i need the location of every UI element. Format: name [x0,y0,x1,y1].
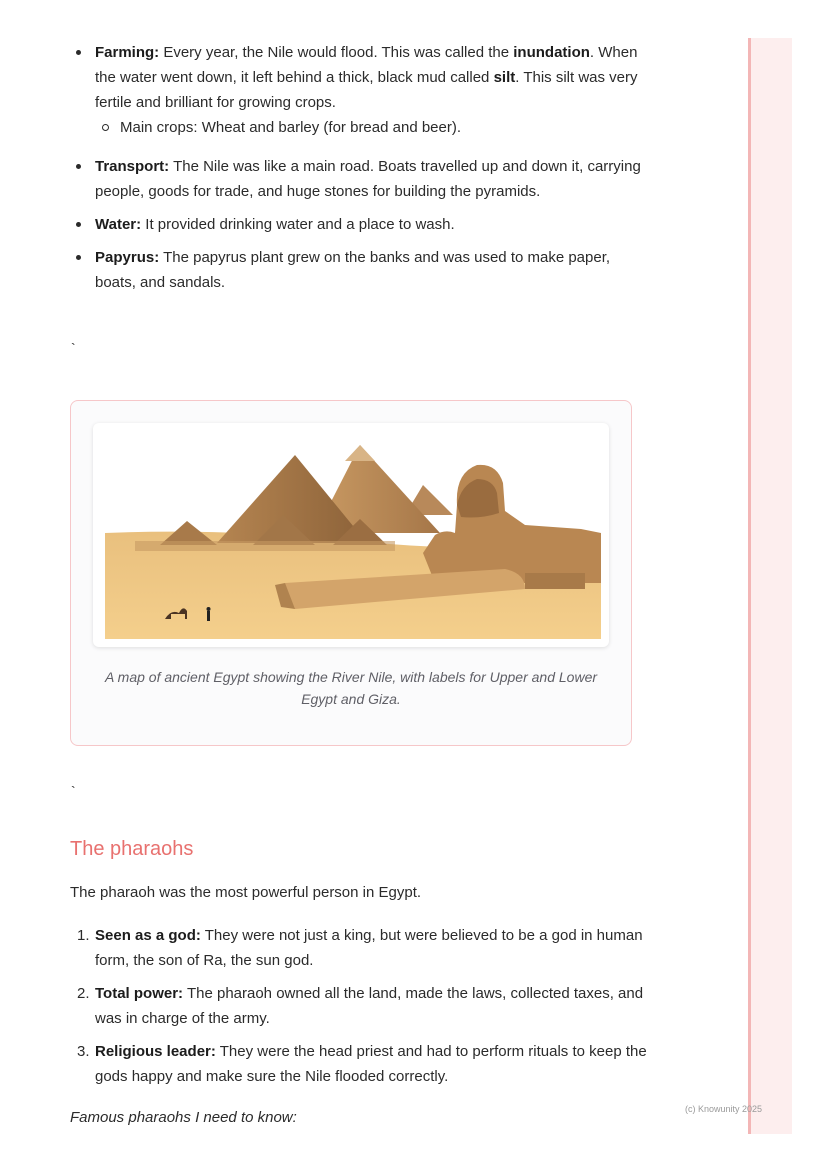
pharaoh-roles-list [70,923,650,1097]
farming-label: Farming: [95,44,160,61]
famous-pharaohs-heading: Famous pharaohs I need to know: [70,1109,297,1126]
god-text: They were not just a king, but were believed to be a god in human form, the son of Ra, the sun god. [95,927,643,969]
separator-mark-bottom: ` [71,783,76,799]
power-label: Total power: [95,985,184,1002]
silt-term: silt [493,69,516,86]
section-title-pharaohs: The pharaohs [70,838,194,860]
religious-label: Religious leader: [95,1043,216,1060]
sub-list-item-crops: Main crops: Wheat and barley (for bread and beer). [95,115,650,140]
inundation-term: inundation [513,44,590,61]
item-number: 2. [77,985,90,1002]
item-number: 3. [77,1043,90,1060]
figure-card [70,400,632,746]
nile-uses-list [70,40,650,303]
margin-band [748,38,792,1134]
pyramids-image [93,423,609,647]
religious-text: They were the head priest and had to perform rituals to keep the gods happy and make sure the Nile flooded correctly. [95,1043,647,1085]
pharaohs-intro: The pharaoh was the most powerful person in Egypt. [70,884,422,901]
list-item-farming [70,40,650,140]
margin-line [748,38,751,1134]
figure-caption: A map of ancient Egypt showing the River Nile, with labels for Upper and Lower Egypt and Giza. [104,669,598,707]
papyrus-label: Papyrus: [95,249,160,266]
list-item-papyrus [70,245,650,295]
list-item-religious [70,1039,650,1089]
papyrus-text: The papyrus plant grew on the banks and was used to make paper, boats, and sandals. [95,249,611,291]
list-item-water [70,212,650,237]
list-item-god [70,923,650,973]
separator-mark-top: ` [71,340,76,356]
water-text: It provided drinking water and a place to wash. [141,216,455,233]
list-item-power [70,981,650,1031]
transport-label: Transport: [95,158,170,175]
farming-text-1: Every year, the Nile would flood. This was called the [159,44,514,61]
god-label: Seen as a god: [95,927,201,944]
pyramids-sphinx-illustration [105,433,601,639]
water-label: Water: [95,216,142,233]
list-item-transport [70,154,650,204]
farming-text-3: . This silt was very fertile and brilliant for growing crops. [95,69,638,111]
transport-text: The Nile was like a main road. Boats travelled up and down it, carrying people, goods for trade, and huge stones for building the pyramids. [95,158,641,200]
item-number: 1. [77,927,90,944]
power-text: The pharaoh owned all the land, made the laws, collected taxes, and was in charge of the army. [95,985,644,1027]
copyright-text: (c) Knowunity 2025 [685,1104,763,1114]
farming-text-2: . When the water went down, it left behind a thick, black mud called [95,44,638,86]
